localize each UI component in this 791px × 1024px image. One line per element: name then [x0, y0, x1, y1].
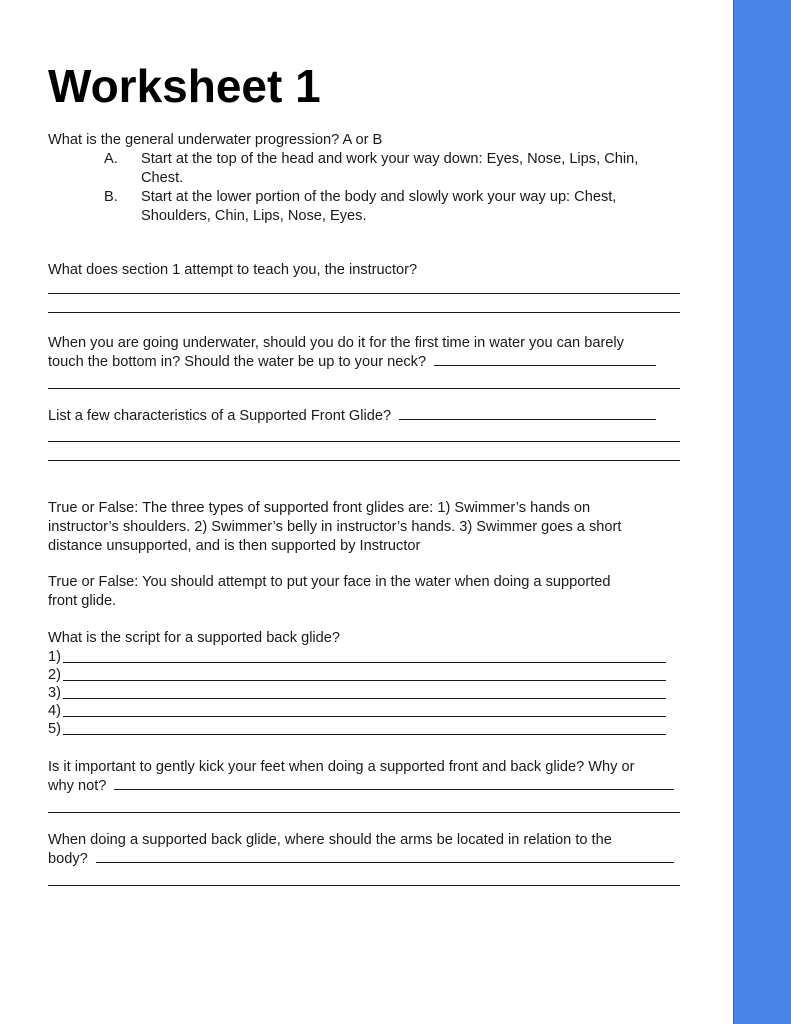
question-1 — [48, 131, 680, 226]
script-item-number: 5) — [48, 721, 61, 737]
answer-line[interactable] — [63, 698, 666, 699]
option-b-letter: B. — [104, 189, 118, 205]
answer-blank[interactable] — [96, 850, 674, 863]
question-5-line-1: True or False: The three types of supported front glides are: 1) Swimmer’s hands on — [48, 500, 591, 516]
question-5 — [48, 499, 680, 556]
option-a-line-2: Chest. — [141, 170, 184, 186]
answer-line[interactable] — [48, 312, 680, 313]
question-8-line-2: why not? — [48, 778, 107, 794]
question-6 — [48, 573, 680, 611]
answer-line[interactable] — [48, 388, 680, 389]
question-8-line-1: Is it important to gently kick your feet when doing a supported front and back glide? Why or — [48, 759, 635, 775]
question-3 — [48, 334, 680, 389]
answer-line[interactable] — [63, 680, 666, 681]
answer-line[interactable] — [48, 441, 680, 442]
question-6-line-1: True or False: You should attempt to put your face in the water when doing a supported — [48, 574, 611, 590]
question-9 — [48, 831, 680, 886]
question-9-line-2-row — [48, 850, 680, 869]
question-7 — [48, 629, 680, 738]
question-4-text: List a few characteristics of a Supported Front Glide? — [48, 408, 392, 424]
question-2-text: What does section 1 attempt to teach you, the instructor? — [48, 262, 418, 278]
question-6-line-2: front glide. — [48, 593, 117, 609]
answer-blank[interactable] — [434, 353, 656, 366]
answer-line[interactable] — [63, 716, 666, 717]
answer-line[interactable] — [48, 812, 680, 813]
question-3-line-1: When you are going underwater, should you do it for the first time in water you can barely — [48, 335, 624, 351]
script-item-number: 1) — [48, 649, 61, 665]
question-1-text: What is the general underwater progression? A or B — [48, 132, 383, 148]
answer-blank[interactable] — [114, 777, 674, 790]
question-3-line-2: touch the bottom in? Should the water be up to your neck? — [48, 354, 427, 370]
question-5-line-2: instructor’s shoulders. 2) Swimmer’s belly in instructor’s hands. 3) Swimmer goes a short — [48, 519, 622, 535]
question-8-line-2-row — [48, 777, 680, 796]
question-2 — [48, 261, 680, 313]
question-4 — [48, 407, 680, 461]
question-8 — [48, 758, 680, 813]
page-title: Worksheet 1 — [48, 60, 321, 112]
script-item-4 — [48, 702, 680, 720]
script-item-2 — [48, 666, 680, 684]
script-item-number: 3) — [48, 685, 61, 701]
side-color-bar — [733, 0, 791, 1024]
script-item-number: 4) — [48, 703, 61, 719]
script-item-3 — [48, 684, 680, 702]
answer-line[interactable] — [63, 734, 666, 735]
option-b — [48, 188, 680, 226]
script-item-1 — [48, 648, 680, 666]
answer-line[interactable] — [63, 662, 666, 663]
question-3-line-2-row — [48, 353, 680, 372]
option-a-line-1: Start at the top of the head and work your way down: Eyes, Nose, Lips, Chin, — [141, 151, 639, 167]
option-a — [48, 150, 680, 188]
question-5-line-3: distance unsupported, and is then supported by Instructor — [48, 538, 421, 554]
option-a-letter: A. — [104, 151, 118, 167]
question-7-text: What is the script for a supported back glide? — [48, 630, 341, 646]
option-b-line-1: Start at the lower portion of the body and slowly work your way up: Chest, — [141, 189, 617, 205]
question-9-line-2: body? — [48, 851, 88, 867]
script-item-5 — [48, 720, 680, 738]
answer-line[interactable] — [48, 293, 680, 294]
question-4-row — [48, 407, 680, 426]
worksheet-page — [48, 0, 680, 1024]
option-b-line-2: Shoulders, Chin, Lips, Nose, Eyes. — [141, 208, 367, 224]
question-9-line-1: When doing a supported back glide, where should the arms be located in relation to the — [48, 832, 612, 848]
answer-line[interactable] — [48, 460, 680, 461]
answer-blank[interactable] — [399, 407, 656, 420]
answer-line[interactable] — [48, 885, 680, 886]
script-item-number: 2) — [48, 667, 61, 683]
